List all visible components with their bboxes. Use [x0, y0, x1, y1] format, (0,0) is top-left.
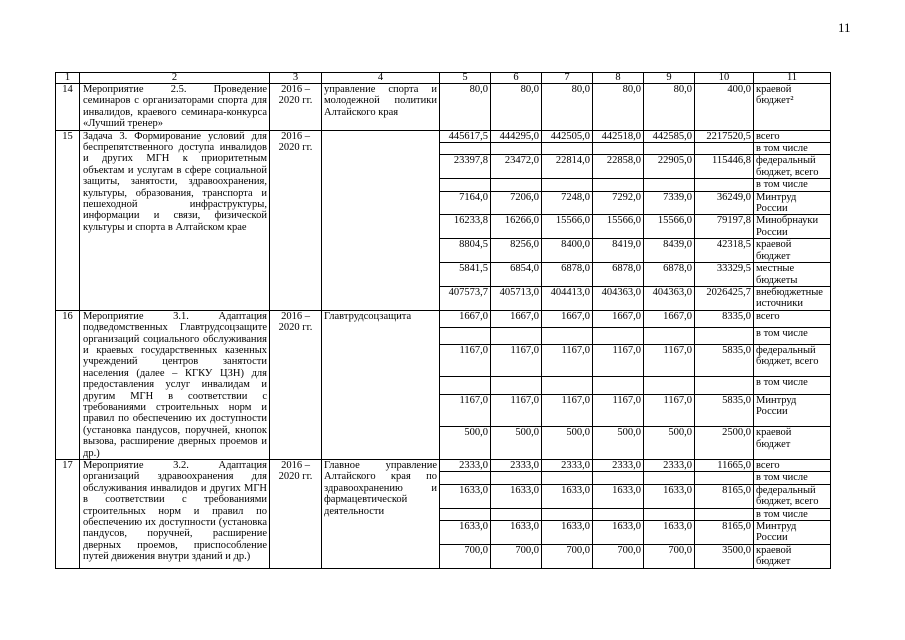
amount-cell: 8439,0: [644, 239, 695, 263]
funding-source: федеральный бюджет, всего: [754, 344, 831, 377]
amount-cell: 8400,0: [542, 239, 593, 263]
amount-cell: 1633,0: [644, 521, 695, 545]
amount-cell: 500,0: [491, 427, 542, 460]
amount-cell: 2333,0: [644, 460, 695, 472]
column-header: 6: [491, 73, 542, 84]
amount-cell: [440, 508, 491, 520]
amount-cell: 700,0: [542, 544, 593, 568]
amount-cell: [593, 327, 644, 344]
amount-cell: 5835,0: [695, 394, 754, 427]
amount-cell: 23397,8: [440, 155, 491, 179]
amount-cell: 80,0: [542, 84, 593, 131]
amount-cell: [440, 327, 491, 344]
amount-cell: 15566,0: [542, 215, 593, 239]
amount-cell: 1167,0: [593, 394, 644, 427]
funding-source: всего: [754, 130, 831, 142]
amount-cell: 2500,0: [695, 427, 754, 460]
funding-source: краевой бюджет: [754, 239, 831, 263]
amount-cell: 7292,0: [593, 191, 644, 215]
amount-cell: 700,0: [593, 544, 644, 568]
amount-cell: 400,0: [695, 84, 754, 131]
funding-source: Минтруд России: [754, 191, 831, 215]
amount-cell: 7164,0: [440, 191, 491, 215]
amount-cell: 8335,0: [695, 310, 754, 327]
amount-cell: 42318,5: [695, 239, 754, 263]
amount-cell: [695, 472, 754, 484]
amount-cell: 1667,0: [644, 310, 695, 327]
period: 2016 – 2020 гг.: [270, 460, 322, 569]
period: 2016 – 2020 гг.: [270, 84, 322, 131]
column-header: 1: [56, 73, 80, 84]
amount-cell: 79197,8: [695, 215, 754, 239]
amount-cell: [542, 143, 593, 155]
amount-cell: 2333,0: [491, 460, 542, 472]
measure-title: Мероприятие 2.5. Проведение семинаров с организаторами спорта для инвалидов, краевого семинара-конкурса «Лучший тренер»: [80, 84, 270, 131]
amount-cell: 1667,0: [542, 310, 593, 327]
amount-cell: 1167,0: [491, 394, 542, 427]
amount-cell: 16266,0: [491, 215, 542, 239]
amount-cell: 2026425,7: [695, 286, 754, 310]
row-number: 15: [56, 130, 80, 310]
amount-cell: 700,0: [644, 544, 695, 568]
amount-cell: 8804,5: [440, 239, 491, 263]
amount-cell: 1633,0: [542, 484, 593, 508]
amount-cell: 404363,0: [644, 286, 695, 310]
amount-cell: [593, 508, 644, 520]
amount-cell: 1167,0: [542, 394, 593, 427]
amount-cell: 1633,0: [440, 521, 491, 545]
amount-cell: 500,0: [542, 427, 593, 460]
amount-cell: [644, 472, 695, 484]
amount-cell: 1667,0: [593, 310, 644, 327]
amount-cell: 115446,8: [695, 155, 754, 179]
amount-cell: 445617,5: [440, 130, 491, 142]
amount-cell: [644, 143, 695, 155]
column-header: 2: [80, 73, 270, 84]
funding-source: в том числе: [754, 327, 831, 344]
table-row: [56, 130, 831, 142]
amount-cell: 80,0: [644, 84, 695, 131]
amount-cell: 1633,0: [644, 484, 695, 508]
column-header: 3: [270, 73, 322, 84]
amount-cell: 404413,0: [542, 286, 593, 310]
period: 2016 – 2020 гг.: [270, 310, 322, 459]
amount-cell: [593, 377, 644, 394]
amount-cell: [644, 327, 695, 344]
amount-cell: 7248,0: [542, 191, 593, 215]
program-table: [55, 72, 831, 569]
amount-cell: 1633,0: [491, 484, 542, 508]
amount-cell: 404363,0: [593, 286, 644, 310]
amount-cell: 15566,0: [593, 215, 644, 239]
amount-cell: 8419,0: [593, 239, 644, 263]
executor: управление спорта и молодежной политики Алтайского края: [322, 84, 440, 131]
amount-cell: [695, 327, 754, 344]
table-row: [56, 460, 831, 472]
funding-source: в том числе: [754, 179, 831, 191]
amount-cell: [440, 472, 491, 484]
amount-cell: 500,0: [644, 427, 695, 460]
amount-cell: 7206,0: [491, 191, 542, 215]
amount-cell: 80,0: [593, 84, 644, 131]
amount-cell: [491, 472, 542, 484]
column-header: 11: [754, 73, 831, 84]
amount-cell: [440, 143, 491, 155]
amount-cell: 22905,0: [644, 155, 695, 179]
row-number: 14: [56, 84, 80, 131]
amount-cell: [440, 377, 491, 394]
amount-cell: 80,0: [440, 84, 491, 131]
column-header: 8: [593, 73, 644, 84]
amount-cell: 1167,0: [644, 344, 695, 377]
amount-cell: [542, 508, 593, 520]
amount-cell: 11665,0: [695, 460, 754, 472]
column-header: 5: [440, 73, 491, 84]
amount-cell: 500,0: [440, 427, 491, 460]
amount-cell: 700,0: [440, 544, 491, 568]
amount-cell: 1167,0: [440, 394, 491, 427]
amount-cell: 1633,0: [542, 521, 593, 545]
funding-source: всего: [754, 460, 831, 472]
amount-cell: [593, 179, 644, 191]
amount-cell: 1667,0: [440, 310, 491, 327]
amount-cell: 1167,0: [440, 344, 491, 377]
amount-cell: [491, 508, 542, 520]
amount-cell: [542, 327, 593, 344]
funding-source: всего: [754, 310, 831, 327]
column-header: 10: [695, 73, 754, 84]
amount-cell: [695, 508, 754, 520]
amount-cell: 405713,0: [491, 286, 542, 310]
amount-cell: 6878,0: [593, 263, 644, 287]
amount-cell: [491, 143, 542, 155]
amount-cell: [644, 508, 695, 520]
amount-cell: [491, 327, 542, 344]
funding-source: в том числе: [754, 472, 831, 484]
page-number: 11: [838, 20, 851, 35]
amount-cell: 6878,0: [644, 263, 695, 287]
column-header: 7: [542, 73, 593, 84]
amount-cell: [593, 143, 644, 155]
measure-title: Мероприятие 3.2. Адаптация организаций здравоохранения для обслуживания инвалидов и других МГН в соответствии с требованиями строительных норм и правил по обеспечению их доступности (установка пандусов, поручней, расширение дверных проемов, приспособление путей движения внутри зданий и др.): [80, 460, 270, 569]
period: 2016 – 2020 гг.: [270, 130, 322, 310]
amount-cell: 8165,0: [695, 484, 754, 508]
funding-source: в том числе: [754, 143, 831, 155]
measure-title: Мероприятие 3.1. Адаптация подведомственных Главтрудсоцзащите организаций социального обслуживания и краевых государственных казенных учреждений центров занятости населения (далее – КГКУ ЦЗН) для предоставления услуг инвалидам и другим МГН в соответствии с требованиями строительных норм и правил по обеспечению их доступности (установка пандусов, поручней, кнопок вызова, расширение дверных проемов и др.): [80, 310, 270, 459]
funding-source: местные бюджеты: [754, 263, 831, 287]
amount-cell: 1667,0: [491, 310, 542, 327]
funding-source: в том числе: [754, 377, 831, 394]
amount-cell: 442585,0: [644, 130, 695, 142]
amount-cell: 5835,0: [695, 344, 754, 377]
amount-cell: 2333,0: [542, 460, 593, 472]
amount-cell: 6854,0: [491, 263, 542, 287]
amount-cell: 2333,0: [593, 460, 644, 472]
funding-source: федеральный бюджет, всего: [754, 484, 831, 508]
funding-source: краевой бюджет: [754, 544, 831, 568]
table-row: [56, 310, 831, 327]
amount-cell: 33329,5: [695, 263, 754, 287]
amount-cell: [542, 472, 593, 484]
amount-cell: 1633,0: [491, 521, 542, 545]
funding-source: внебюджетные источники: [754, 286, 831, 310]
amount-cell: [644, 179, 695, 191]
funding-source: в том числе: [754, 508, 831, 520]
amount-cell: 22858,0: [593, 155, 644, 179]
amount-cell: 7339,0: [644, 191, 695, 215]
funding-source: федеральный бюджет, всего: [754, 155, 831, 179]
amount-cell: [695, 179, 754, 191]
amount-cell: 80,0: [491, 84, 542, 131]
amount-cell: 442505,0: [542, 130, 593, 142]
funding-source: краевой бюджет: [754, 427, 831, 460]
column-header: 4: [322, 73, 440, 84]
amount-cell: 407573,7: [440, 286, 491, 310]
amount-cell: 1167,0: [491, 344, 542, 377]
amount-cell: 6878,0: [542, 263, 593, 287]
amount-cell: [593, 472, 644, 484]
amount-cell: [440, 179, 491, 191]
amount-cell: 15566,0: [644, 215, 695, 239]
amount-cell: 500,0: [593, 427, 644, 460]
amount-cell: 23472,0: [491, 155, 542, 179]
header-row: [56, 73, 831, 84]
amount-cell: [491, 179, 542, 191]
amount-cell: 1633,0: [593, 484, 644, 508]
amount-cell: 442518,0: [593, 130, 644, 142]
executor: [322, 130, 440, 310]
amount-cell: 22814,0: [542, 155, 593, 179]
amount-cell: 1633,0: [593, 521, 644, 545]
funding-source: Минобрнауки России: [754, 215, 831, 239]
funding-source: Минтруд России: [754, 521, 831, 545]
amount-cell: 8256,0: [491, 239, 542, 263]
amount-cell: [542, 179, 593, 191]
amount-cell: 16233,8: [440, 215, 491, 239]
executor: Главтрудсоцзащита: [322, 310, 440, 459]
funding-source: Минтруд России: [754, 394, 831, 427]
measure-title: Задача 3. Формирование условий для беспрепятственного доступа инвалидов и других МГН к приоритетным объектам и услугам в сфере социальной защиты, занятости, здравоохранения, культуры, образования, транспорта и пешеходной инфраструктуры, информации и связи, физической культуры и спорта в Алтайском крае: [80, 130, 270, 310]
amount-cell: [644, 377, 695, 394]
amount-cell: 1167,0: [542, 344, 593, 377]
amount-cell: [695, 377, 754, 394]
row-number: 16: [56, 310, 80, 459]
amount-cell: 1633,0: [440, 484, 491, 508]
amount-cell: 444295,0: [491, 130, 542, 142]
funding-source: краевой бюджет²: [754, 84, 831, 131]
amount-cell: [695, 143, 754, 155]
executor: Главное управление Алтайского края по здравоохранению и фармацевтической деятельности: [322, 460, 440, 569]
amount-cell: [491, 377, 542, 394]
row-number: 17: [56, 460, 80, 569]
table-row: [56, 84, 831, 131]
amount-cell: 1167,0: [593, 344, 644, 377]
amount-cell: 8165,0: [695, 521, 754, 545]
amount-cell: 2217520,5: [695, 130, 754, 142]
column-header: 9: [644, 73, 695, 84]
amount-cell: 36249,0: [695, 191, 754, 215]
amount-cell: [542, 377, 593, 394]
amount-cell: 700,0: [491, 544, 542, 568]
amount-cell: 3500,0: [695, 544, 754, 568]
amount-cell: 5841,5: [440, 263, 491, 287]
amount-cell: 1167,0: [644, 394, 695, 427]
amount-cell: 2333,0: [440, 460, 491, 472]
